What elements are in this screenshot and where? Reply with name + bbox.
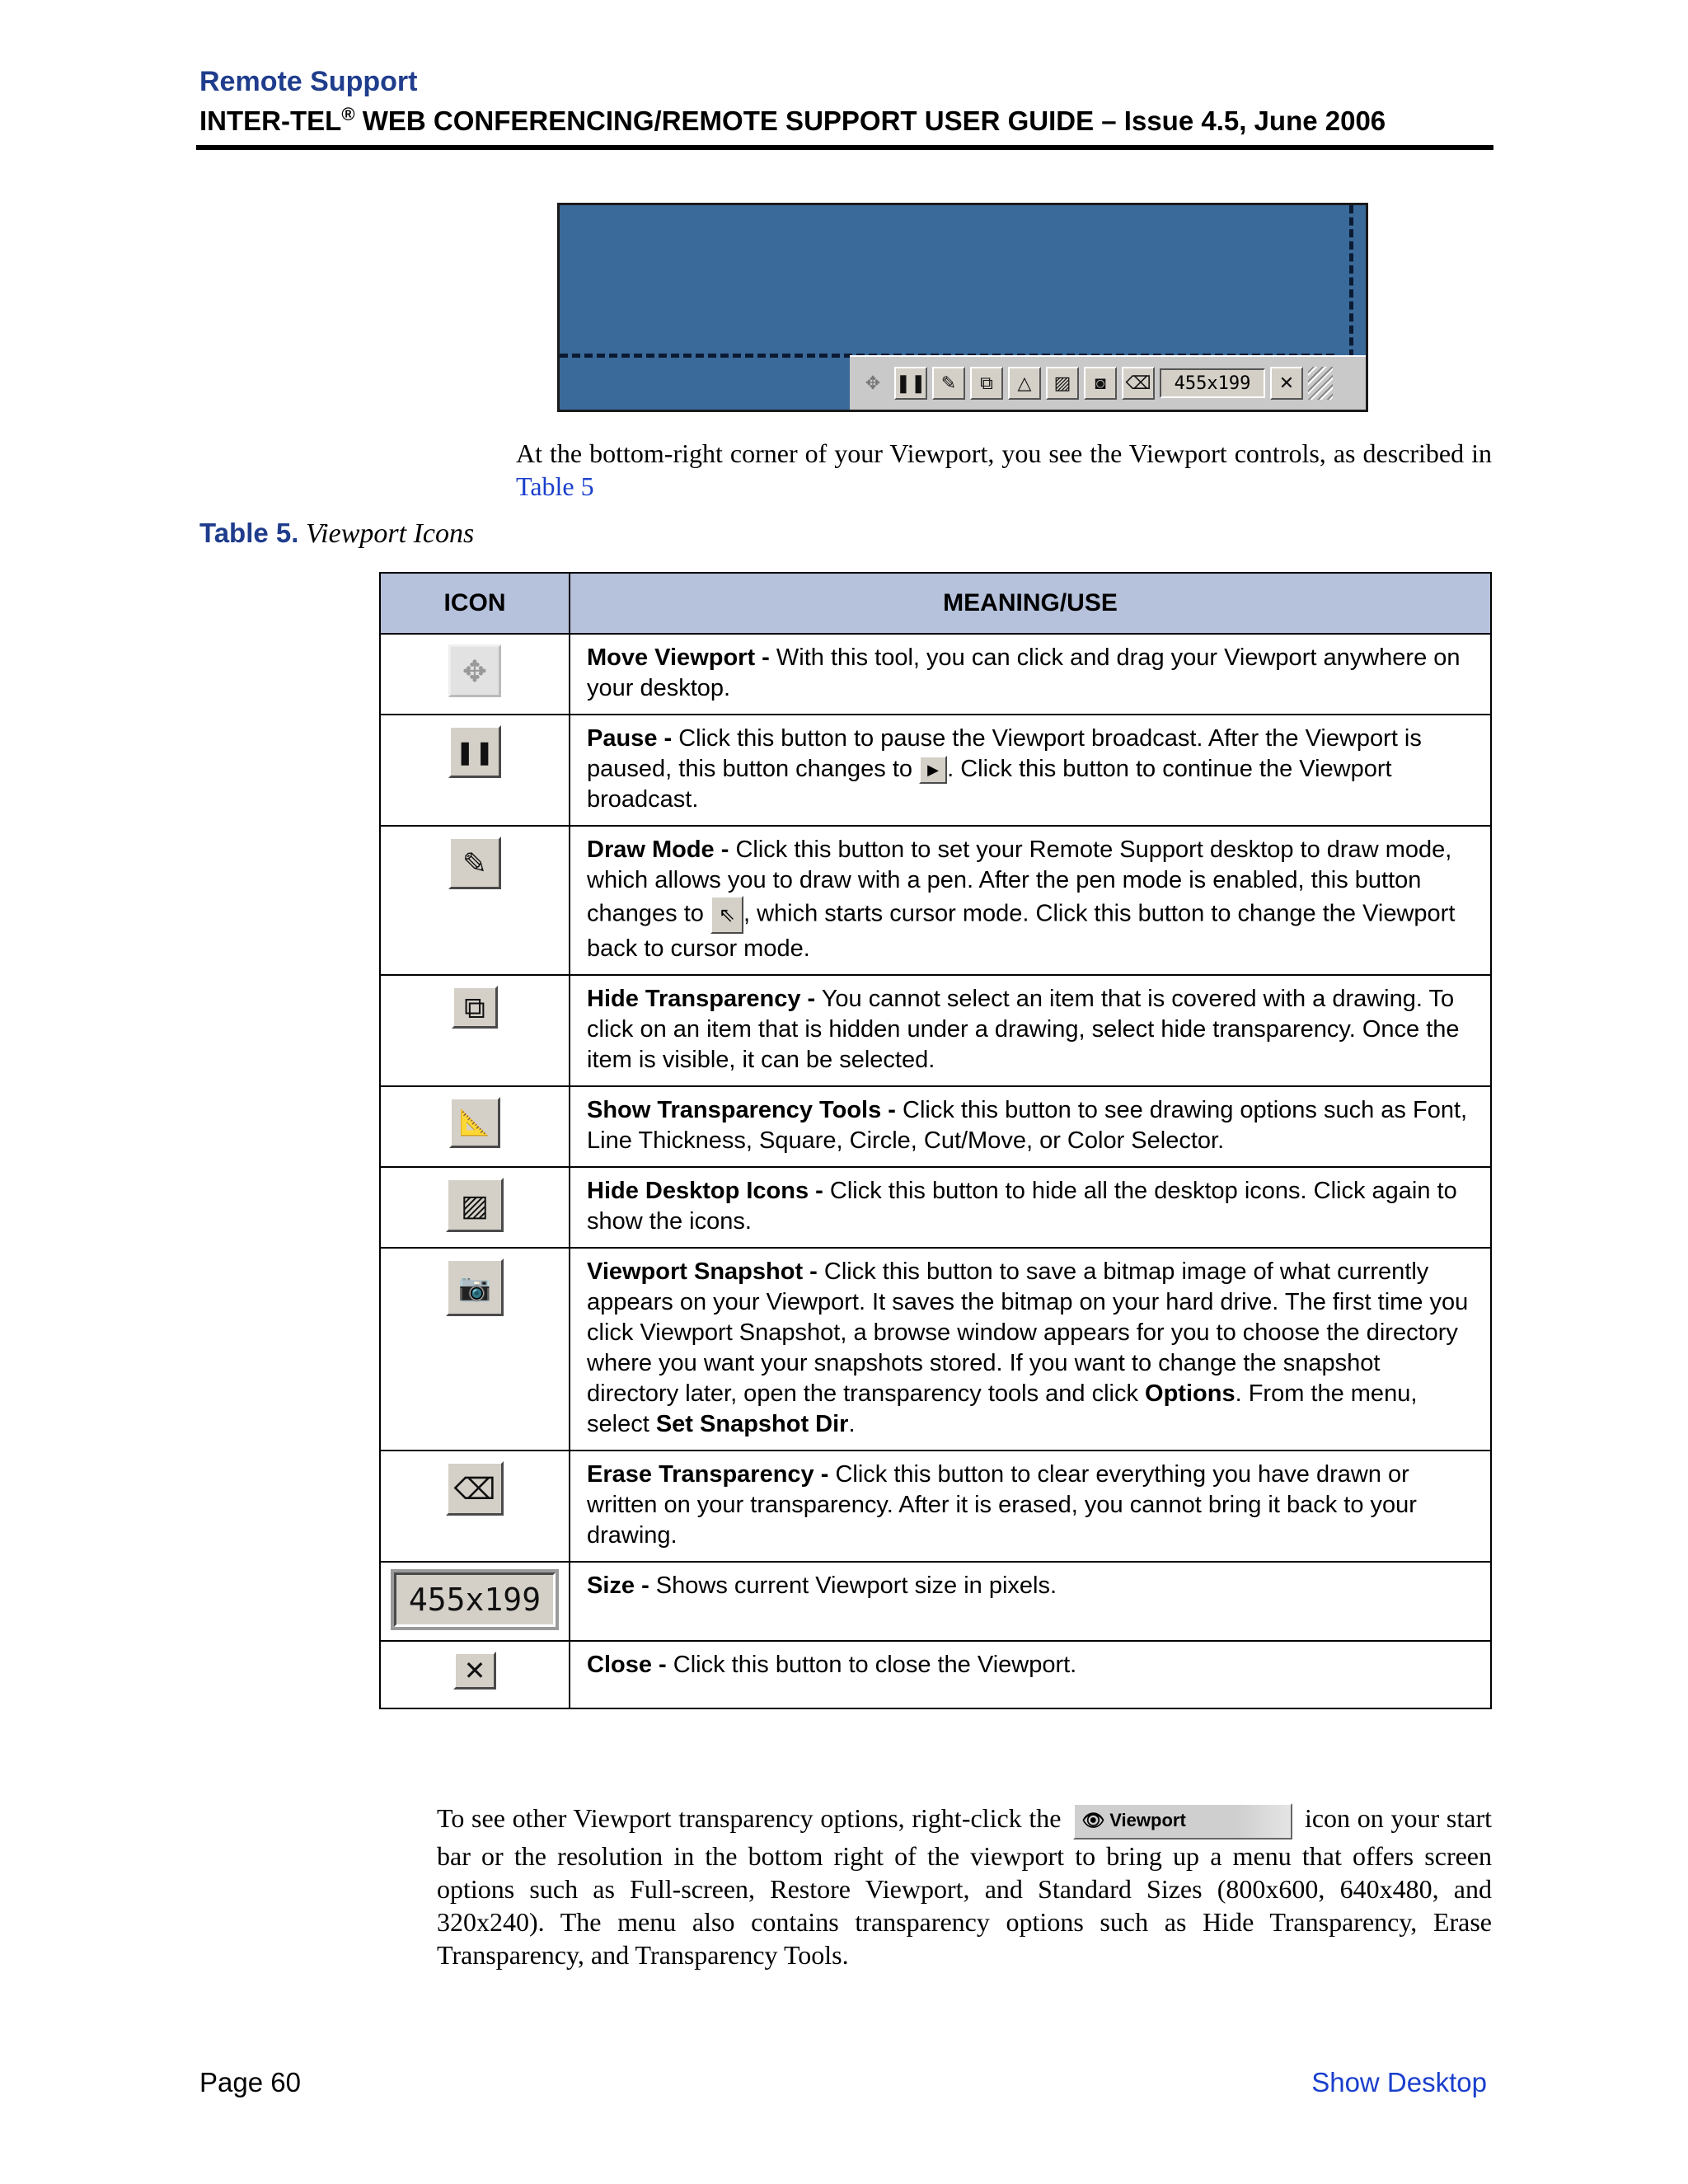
resize-grip[interactable] (1308, 367, 1333, 400)
table-cell-icon (380, 826, 570, 975)
table-cell-description (570, 826, 1491, 975)
table-caption-title: Viewport Icons (298, 518, 475, 549)
row-text: Click this button to pause the Viewport broadcast. After the Viewport is paused, this button changes to (587, 725, 1422, 782)
icon-column-header: ICON (380, 573, 570, 634)
cursor-icon: ⇖ (710, 896, 743, 934)
row-term: Draw Mode - (587, 837, 729, 863)
pen-icon: ✎ (448, 837, 501, 889)
row-term: Hide Transparency - (587, 986, 816, 1012)
pen-icon[interactable]: ✎ (932, 367, 965, 400)
eraser-icon[interactable]: ⌫ (1122, 367, 1155, 400)
move-icon[interactable]: ✥ (865, 373, 881, 393)
outro-text-continued: icon on your start bar or the resolution in the bottom right of the viewport to bring up a menu that offers screen options such as Full-screen, Restore Viewport, and Standard Sizes (800x600, 640x480, and 320x240). The menu also contains transparency options such as Hide Transparency, Erase Transparency, and Transparency Tools. (437, 1803, 1493, 1970)
table-cell-description (570, 1167, 1491, 1248)
table-cell-icon (380, 1086, 570, 1167)
table-cell-icon (380, 634, 570, 715)
hide-desktop-icons-icon[interactable]: ▨ (1046, 367, 1079, 400)
table-cell-icon (380, 1167, 570, 1248)
outro-paragraph (437, 1802, 1492, 1971)
table-row (380, 1248, 1491, 1451)
viewport-toolbar (850, 355, 1366, 410)
row-text-end: . (848, 1411, 856, 1437)
table-5-link[interactable]: Table 5 (516, 471, 594, 501)
size-readout[interactable]: 455x199 (1160, 368, 1265, 398)
title-rest: WEB CONFERENCING/REMOTE SUPPORT USER GUIDE – Issue 4.5, June 2006 (354, 105, 1386, 136)
row-text: Click this button to hide all the desktop icons. Click again to show the icons. (587, 1178, 1457, 1235)
row-text: Click this button to see drawing options such as Font, Line Thickness, Square, Circle, Cut/Move, or Color Selector. (587, 1097, 1468, 1154)
close-icon: ✕ (453, 1652, 496, 1690)
row-term: Move Viewport - (587, 644, 770, 671)
registered-mark: ® (341, 104, 355, 124)
camera-icon: 📷 (446, 1258, 504, 1316)
row-text: Click this button to clear everything you have drawn or written on your transparency. After it is erased, you cannot bring it back to your drawing. (587, 1461, 1417, 1549)
table-row (380, 1562, 1491, 1641)
table-row (380, 1086, 1491, 1167)
move-icon: ✥ (448, 644, 501, 697)
table-row (380, 975, 1491, 1086)
table-cell-icon (380, 975, 570, 1086)
table-header-row (380, 573, 1491, 634)
intro-text: At the bottom-right corner of your Viewport, you see the Viewport controls, as described in (516, 438, 1492, 468)
row-text-continued: , which starts cursor mode. Click this button to change the Viewport back to cursor mode. (587, 900, 1456, 962)
header-rule (196, 145, 1493, 150)
row-text: Click this button to close the Viewport. (666, 1652, 1077, 1678)
table-cell-description (570, 1086, 1491, 1167)
row-term: Viewport Snapshot - (587, 1258, 818, 1285)
row-text: Shows current Viewport size in pixels. (649, 1572, 1057, 1599)
viewport-screenshot (557, 203, 1368, 412)
table-row (380, 634, 1491, 715)
viewport-taskbar-button[interactable]: 👁 Viewport (1073, 1803, 1292, 1840)
close-icon[interactable]: ✕ (1270, 367, 1303, 400)
table-cell-icon (380, 1641, 570, 1708)
table-cell-description (570, 975, 1491, 1086)
play-icon: ▶ (919, 756, 947, 784)
table-cell-description (570, 1562, 1491, 1641)
table-cell-icon (380, 1562, 570, 1641)
viewport-dashed-border-vertical (1349, 205, 1353, 358)
table-cell-description (570, 1641, 1491, 1708)
title-prefix: INTER-TEL (199, 105, 342, 136)
intro-paragraph (516, 437, 1492, 503)
table-cell-icon (380, 1451, 570, 1562)
meaning-column-header: MEANING/USE (570, 573, 1491, 634)
options-term: Options (1145, 1380, 1236, 1407)
table-caption (199, 518, 474, 550)
row-term: Size - (587, 1572, 649, 1599)
transparency-tools-icon: 📐 (449, 1097, 500, 1148)
table-cell-description (570, 634, 1491, 715)
viewport-icons-table (379, 572, 1492, 1709)
outro-text: To see other Viewport transparency options, right-click the (437, 1803, 1069, 1833)
page-number: Page 60 (199, 2067, 301, 2097)
camera-icon[interactable]: ◙ (1084, 367, 1117, 400)
document-title (199, 104, 1386, 137)
section-title: Remote Support (199, 66, 418, 97)
row-text: Click this button to set your Remote Support desktop to draw mode, which allows you to draw with a pen. After the pen mode is enabled, this button changes to (587, 837, 1452, 927)
table-cell-description (570, 1248, 1491, 1451)
table-row (380, 826, 1491, 975)
table-row (380, 715, 1491, 826)
row-term: Show Transparency Tools - (587, 1097, 896, 1123)
row-term: Close - (587, 1652, 667, 1678)
row-text-continued: . Click this button to continue the Viewport broadcast. (587, 756, 1392, 813)
table-caption-number: Table 5. (199, 518, 299, 548)
row-text: You cannot select an item that is covered with a drawing. To click on an item that is hidden under a drawing, select hide transparency. Once the item is visible, it can be selected. (587, 986, 1460, 1073)
hide-desktop-icons-icon: ▨ (446, 1178, 504, 1232)
size-readout: 455x199 (394, 1572, 556, 1627)
row-term: Hide Desktop Icons - (587, 1178, 823, 1204)
table-row (380, 1451, 1491, 1562)
table-cell-description (570, 1451, 1491, 1562)
table-row (380, 1167, 1491, 1248)
table-cell-icon (380, 1248, 570, 1451)
row-term: Erase Transparency - (587, 1461, 829, 1488)
row-text: With this tool, you can click and drag your Viewport anywhere on your desktop. (587, 644, 1461, 701)
hide-transparency-icon: ⧉ (452, 986, 498, 1029)
row-text-continued: . From the menu, select (587, 1380, 1418, 1437)
row-term: Pause - (587, 725, 673, 752)
pause-icon: ❚❚ (448, 725, 501, 778)
hide-transparency-icon[interactable]: ⧉ (970, 367, 1003, 400)
pause-icon[interactable]: ❚❚ (894, 367, 927, 400)
transparency-tools-icon[interactable]: △ (1008, 367, 1041, 400)
table-row (380, 1641, 1491, 1708)
table-cell-description (570, 715, 1491, 826)
set-snapshot-dir-term: Set Snapshot Dir (655, 1411, 849, 1437)
eraser-icon: ⌫ (446, 1461, 504, 1516)
table-cell-icon (380, 715, 570, 826)
show-desktop-link[interactable]: Show Desktop (1311, 2067, 1487, 2097)
row-text: Click this button to save a bitmap image of what currently appears on your Viewport. It saves the bitmap on your hard drive. The first time you click Viewport Snapshot, a browse window appears for you to choose the directory where you want your snapshots stored. If you want to change the snapshot directory later, open the transparency tools and click (587, 1258, 1469, 1407)
